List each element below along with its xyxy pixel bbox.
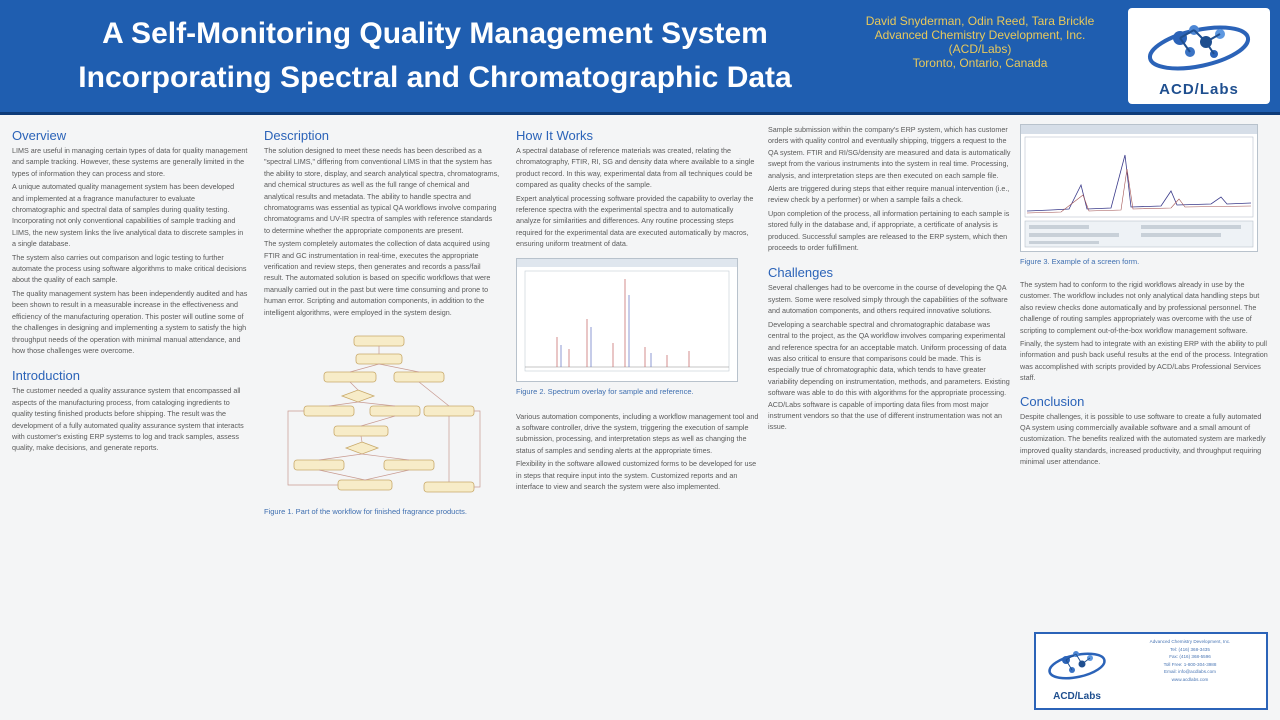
logo-wordmark: ACD/Labs — [1159, 81, 1239, 98]
conclusion-heading: Conclusion — [1020, 393, 1085, 409]
how-it-works-paragraph: Flexibility in the software allowed customized forms to be developed for use in steps that require input into the system. Customized reports and an interface to view and search the system were also implemented. — [516, 459, 757, 492]
how-it-works-heading: How It Works — [516, 128, 594, 143]
company-name: Advanced Chemistry Development, Inc. — [1149, 639, 1231, 644]
author-location: Toronto, Ontario, Canada — [912, 56, 1048, 70]
website-url: www.acdlabs.com — [1171, 676, 1209, 682]
how-it-works-paragraph: Expert analytical processing software provided the capability to overlay the reference spectra with the experimental spectra and to automatically analyze for similarities and differences. Any routine processing steps required for the experimental data are executed automatically by macros, ensuring uniform treatment of data. — [516, 193, 754, 249]
screen-form-graphic — [1021, 125, 1257, 251]
workflow-paragraph: Alerts are triggered during steps that either require manual intervention (i.e., review check by a performer) or when a sample fails a check. — [768, 184, 1010, 205]
challenges-paragraph: Developing a searchable spectral and chromatographic database was central to the project, as the QA workflow involves comparing experimental and reference spectra for an acceptable match. Uniform processing of data was also critical to ensure that comparisons could be made. This is especially true of chromatographic data, which tends to have greater variability depending on instrumentation, methods, and parameters. Existing software was able to do this with algorithms for the appropriate processing. ACD/Labs software is capable of importing data files from most major instrument vendors so that the use of different instrumentation was not an issue. — [768, 319, 1010, 432]
overview-paragraph: A unique automated quality management system has been developed and implemented at a fragrance manufacturer to evaluate chromatographic and spectral data of samples during quality testing. Incorporating not only conventional capabilities of sample tracking and LIMS, the new system links the live analytical data to discrete samples in a single database. — [12, 182, 244, 249]
spectrum-overlay-graphic — [517, 259, 737, 381]
footer-logo — [1042, 642, 1112, 700]
workflow-paragraph: Upon completion of the process, all information pertaining to each sample is stored fully in the database and, if appropriate, a certificate of analysis is produced. Successful samples are released to the ERP system, which then proceeds to order fulfillment. — [768, 208, 1010, 253]
how-it-works-paragraph: A spectral database of reference materials was created, relating the chromatography, FTIR, RI, SG and density data where available to a single product record. In this way, experimental data from all techniques could be compared as quality checks of the sample. — [516, 146, 755, 190]
molecule-logo-icon — [1128, 8, 1270, 78]
phone-number: Tel: (416) 368-3435 — [1170, 646, 1210, 652]
how-it-works-paragraph: Various automation components, including a workflow management tool and a software controller, drive the system, triggering the execution of sample submission, processing, and interpretation steps as well as changing the status of samples and sending alerts at the appropriate times. — [516, 411, 759, 455]
author-names: David Snyderman, Odin Reed, Tara Brickle — [865, 14, 1095, 28]
challenges-paragraph: Several challenges had to be overcome in the course of developing the QA system. Some were resolved simply through the capabilities of the software and automation components, and others required innovative solutions. — [768, 283, 1008, 316]
author-block — [830, 14, 1130, 70]
workflow-diagram-graphic — [284, 332, 484, 502]
workflow-paragraph: The system had to conform to the rigid workflows already in use by the customer. The workflow includes not only analytical data handling steps but also review checks done automatically and by professional personnel. The challenge of routing samples appropriately was overcome with the use of scripting to complement out-of-the-box workflow management software. — [1020, 280, 1260, 335]
molecule-logo-icon — [1042, 642, 1112, 686]
author-affiliation-short: (ACD/Labs) — [948, 42, 1012, 56]
conclusion-paragraph: Despite challenges, it is possible to use software to create a fully automated QA system using commercially available software and a small amount of customization. The benefits realized with the automated system are markedly improved quality standards, increased productivity, and throughput requiring minimal user attendance. — [1020, 411, 1266, 467]
introduction-paragraph: The customer needed a quality assurance system that encompassed all aspects of the manufacturing process, from cataloging ingredients to quality testing finished products before shipping. The result was the development of a fully automated quality assurance system that interacts with customer's existing ERP systems to log and track samples, assess quality, make decisions, and generate reports. — [12, 386, 244, 453]
overview-paragraph: The quality management system has been independently audited and has been shown to result in a measurable increase in the effectiveness and efficiency of the manufacturing operation. This poster will outline some of the challenges in designing and implementing a system to satisfy the high throughput needs of the operation with minimal manual attendance, and how those challenges were overcome. — [12, 288, 248, 355]
column-5 — [1020, 124, 1268, 470]
footer-wordmark: ACD/Labs — [1053, 691, 1101, 702]
description-heading: Description — [264, 128, 330, 143]
figure-3-caption: Figure 3. Example of a screen form. — [1020, 257, 1140, 266]
poster-header — [0, 0, 1280, 115]
column-4 — [768, 124, 1012, 435]
contact-box — [1034, 632, 1268, 710]
column-1 — [12, 124, 248, 456]
poster-title — [20, 12, 850, 100]
workflow-paragraph: Sample submission within the company's ERP system, which has customer orders with quality control and eventually shipping, triggers a request to the QA system. FTIR and RI/SG/density are measured and data is automatically swept from the various instruments into the system in real time. Processing, analysis, and interpretation steps are then executed on each sample file. — [768, 125, 1011, 180]
contact-details — [1120, 638, 1260, 683]
title-line-1: A Self-Monitoring Quality Management System — [102, 17, 768, 50]
overview-paragraph: The system also carries out comparison and logic testing to further automate the process using software algorithms to make critical decisions about the quality of each sample. — [12, 252, 247, 285]
description-paragraph: The system completely automates the collection of data acquired using FTIR and GC instrumentation in real-time, executes the appropriate verification and review steps, then generates and records a pass/fail result. The automated solution is based on specific workflows that were manually carried out in the past but were time consuming and prone to human error. Scripting and automation components, in addition to the intelligent algorithms, were employed in the system design. — [264, 239, 491, 317]
fax-number: Fax: (416) 368-5596 — [1169, 654, 1211, 659]
overview-paragraph: LIMS are useful in managing certain types of data for quality management and sample tracking. However, these systems are generally limited in the types of information they can process and store. — [12, 146, 248, 178]
description-paragraph: The solution designed to meet these needs has been described as a "spectral LIMS," differing from conventional LIMS in that the system has the ability to store, display, and search analytical spectra, chromatograms, and chemical structures as well as the full range of chemical and analytical results and metadata. The ability to handle spectra and chromatograms was essential as typical QA workflows involve comparing chromatograms and UV-IR spectra of samples with reference standards to determine whether the appropriate components are present. — [264, 146, 500, 235]
introduction-heading: Introduction — [12, 368, 80, 384]
overview-heading: Overview — [12, 128, 67, 143]
author-affiliation: Advanced Chemistry Development, Inc. — [874, 28, 1086, 42]
email-address: Email: info@acdlabs.com — [1164, 669, 1216, 674]
toll-free-number: Toll Free: 1-800-304-3988 — [1163, 661, 1217, 667]
workflow-paragraph: Finally, the system had to integrate with an existing ERP with the ability to pull information and push back useful results at the end of the process. Integration was accomplished with scripts provided by ACD/Labs Professional Services staff. — [1020, 339, 1268, 383]
challenges-heading: Challenges — [768, 265, 834, 281]
column-2 — [264, 124, 500, 521]
spectrum-overlay-figure — [516, 258, 738, 382]
workflow-diagram — [284, 332, 484, 502]
figure-2-caption: Figure 2. Spectrum overlay for sample and reference. — [516, 386, 694, 396]
title-line-2: Incorporating Spectral and Chromatographic Data — [78, 61, 792, 94]
screen-form-figure — [1020, 124, 1258, 252]
acd-labs-logo — [1128, 8, 1270, 104]
column-3 — [516, 124, 760, 495]
figure-1-caption: Figure 1. Part of the workflow for finished fragrance products. — [264, 507, 468, 517]
